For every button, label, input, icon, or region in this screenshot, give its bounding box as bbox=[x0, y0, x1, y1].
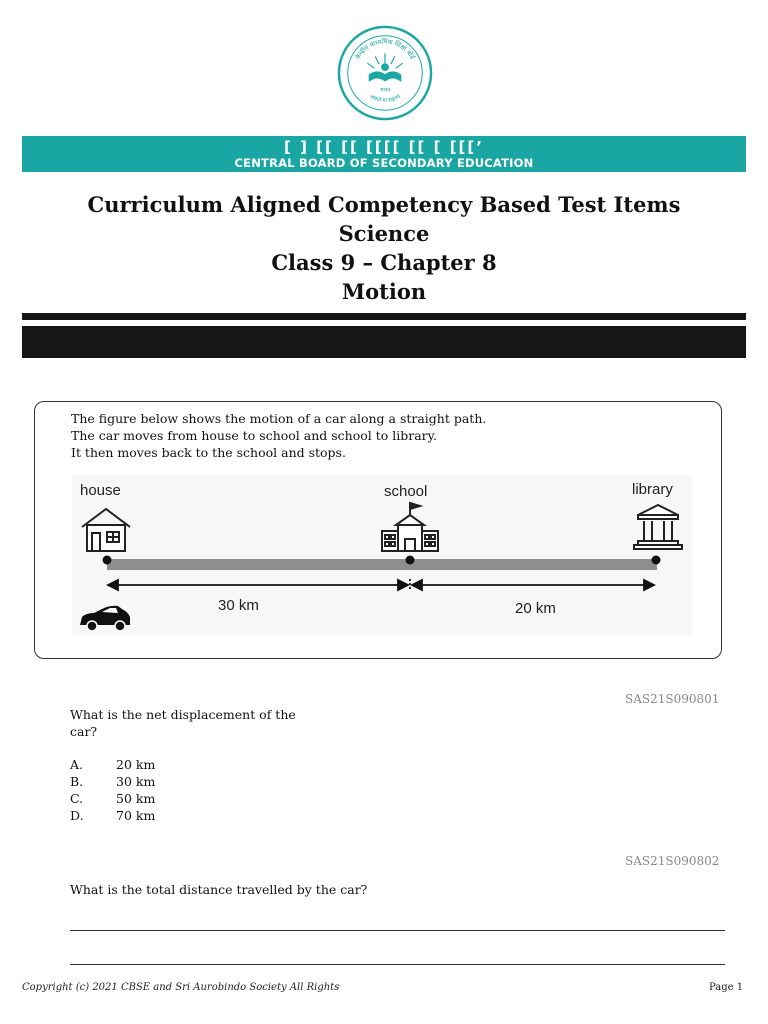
question-1-text-line-1: What is the net displacement of the bbox=[70, 707, 296, 722]
option-b-text: 30 km bbox=[116, 774, 156, 789]
svg-text:असतो मा सद्गमय: असतो मा सद्गमय bbox=[368, 93, 402, 105]
answer-line-1 bbox=[70, 930, 725, 931]
question-1-text-line-2: car? bbox=[70, 724, 98, 739]
label-house: house bbox=[80, 482, 121, 499]
option-c-text: 50 km bbox=[116, 791, 156, 806]
answer-line-2 bbox=[70, 964, 725, 965]
svg-text:भारत: भारत bbox=[379, 87, 391, 94]
document-title: Curriculum Aligned Competency Based Test Items bbox=[87, 192, 681, 217]
distance-house-school: 30 km bbox=[218, 597, 259, 614]
question-2-code: SAS21S090802 bbox=[625, 854, 720, 868]
motion-diagram bbox=[72, 475, 692, 635]
option-a-letter: A. bbox=[70, 757, 84, 772]
label-library: library bbox=[632, 481, 673, 498]
school-point bbox=[406, 556, 415, 565]
topic-title: Motion bbox=[341, 279, 427, 304]
option-b-letter: B. bbox=[70, 774, 84, 789]
figure-intro-line-3: It then moves back to the school and stops. bbox=[71, 445, 346, 460]
divider-bar-thick bbox=[22, 326, 746, 358]
figure-intro-line-1: The figure below shows the motion of a car along a straight path. bbox=[71, 411, 487, 426]
divider-bar-thin bbox=[22, 313, 746, 320]
question-2-text: What is the total distance travelled by the car? bbox=[70, 882, 368, 897]
figure-intro-line-2: The car moves from house to school and school to library. bbox=[71, 428, 438, 443]
chapter-title: Class 9 – Chapter 8 bbox=[271, 250, 497, 275]
label-school: school bbox=[384, 483, 428, 500]
page-number: Page 1 bbox=[709, 982, 744, 993]
cbse-logo bbox=[336, 24, 434, 122]
board-name-hindi: [ ] [[ [[ [[[[ [[ [ [[[’ bbox=[284, 138, 484, 156]
question-1-code: SAS21S090801 bbox=[625, 692, 720, 706]
option-d-text: 70 km bbox=[116, 808, 156, 823]
option-c-letter: C. bbox=[70, 791, 84, 806]
copyright-notice: Copyright (c) 2021 CBSE and Sri Aurobindo Society All Rights bbox=[22, 982, 340, 993]
subject-title: Science bbox=[338, 221, 430, 246]
house-point bbox=[103, 556, 112, 565]
option-d-letter: D. bbox=[70, 808, 84, 823]
board-name-band bbox=[22, 136, 746, 172]
library-point bbox=[652, 556, 661, 565]
road-line bbox=[107, 559, 657, 570]
option-a-text: 20 km bbox=[116, 757, 156, 772]
distance-school-library: 20 km bbox=[515, 600, 556, 617]
svg-text:केन्द्रीय माध्यमिक शिक्षा बोर्: केन्द्रीय माध्यमिक शिक्षा बोर्ड bbox=[353, 37, 417, 61]
board-name-english: CENTRAL BOARD OF SECONDARY EDUCATION bbox=[234, 156, 534, 170]
